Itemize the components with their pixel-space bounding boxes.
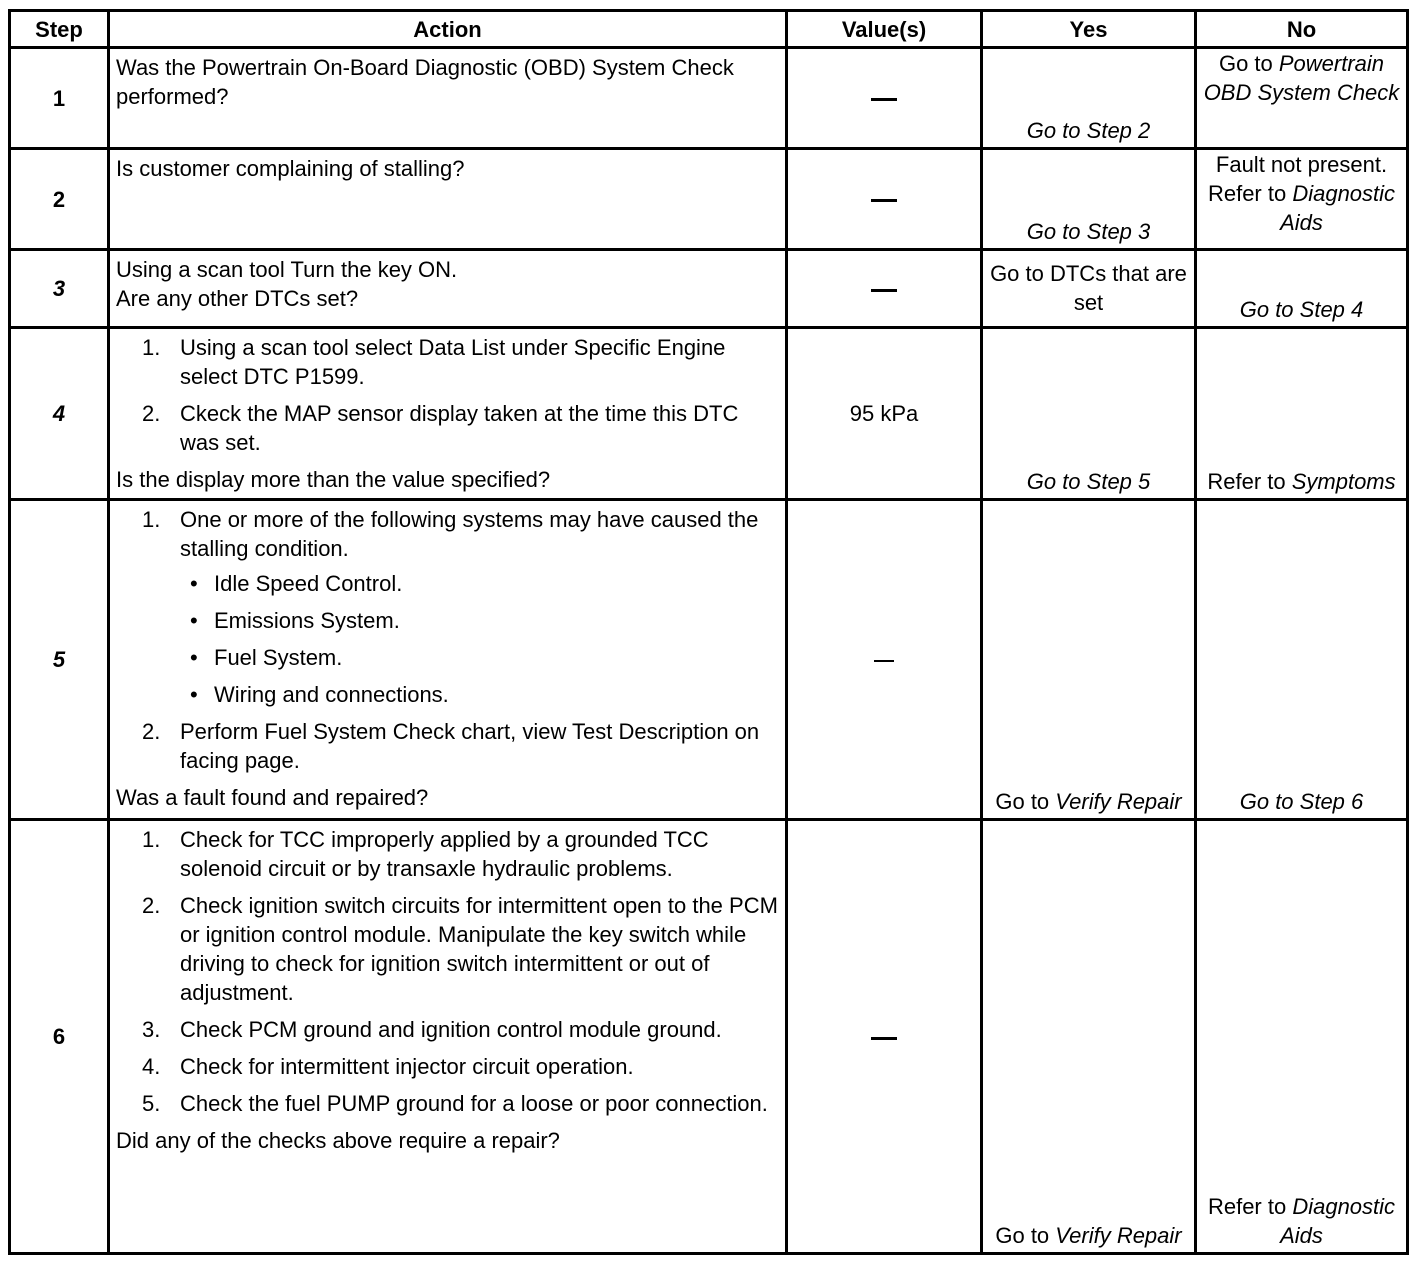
yes-text: Go to DTCs that are set bbox=[990, 260, 1187, 315]
action-text: Was the Powertrain On-Board Diagnostic (OBD) System Check performed? bbox=[116, 55, 734, 109]
no-text: Go to bbox=[1218, 51, 1279, 76]
list-item-text: Check ignition switch circuits for intermittent open to the PCM or ignition control module. Manipulate the key switch while driving to check for ignition switch intermittent or out of adjustment. bbox=[180, 893, 778, 1005]
diagnostic-table bbox=[8, 9, 1409, 1255]
no-cell bbox=[1196, 149, 1408, 250]
list-item-text: Perform Fuel System Check chart, view Test Description on facing page. bbox=[180, 719, 760, 773]
header-yes: Yes bbox=[982, 11, 1196, 48]
action-list bbox=[116, 825, 779, 1118]
list-number: 1. bbox=[142, 827, 161, 852]
action-question: Is the display more than the value specified? bbox=[116, 467, 551, 492]
value-cell bbox=[787, 820, 982, 1254]
value-text: 95 kPa bbox=[849, 401, 919, 426]
yes-link: Go to Step 2 bbox=[1026, 118, 1151, 143]
list-number: 1. bbox=[142, 507, 161, 532]
yes-link: Go to Step 3 bbox=[1026, 219, 1151, 244]
list-number: 4. bbox=[142, 1054, 161, 1079]
bullet-icon: • bbox=[190, 682, 198, 707]
action-question: Was a fault found and repaired? bbox=[116, 785, 429, 810]
dash-mark bbox=[871, 98, 897, 101]
bullet-item bbox=[116, 680, 779, 709]
list-item bbox=[116, 333, 779, 391]
bullet-text: Idle Speed Control. bbox=[214, 571, 403, 596]
list-number: 1. bbox=[142, 335, 161, 360]
header-no: No bbox=[1196, 11, 1408, 48]
dash-mark bbox=[871, 289, 897, 292]
step-number: 4 bbox=[10, 328, 109, 500]
list-item bbox=[116, 717, 779, 775]
no-cell bbox=[1196, 48, 1408, 149]
yes-link: Go to Step 5 bbox=[1026, 469, 1151, 494]
list-item bbox=[116, 825, 779, 883]
value-cell bbox=[787, 149, 982, 250]
no-link: Powertrain OBD System Check bbox=[1203, 51, 1400, 105]
action-cell bbox=[109, 250, 787, 328]
action-line: Using a scan tool Turn the key ON. bbox=[116, 257, 458, 282]
list-item-text: Using a scan tool select Data List under Specific Engine select DTC P1599. bbox=[180, 335, 726, 389]
list-number: 5. bbox=[142, 1091, 161, 1116]
list-item bbox=[116, 891, 779, 1007]
action-text: Is customer complaining of stalling? bbox=[116, 156, 465, 181]
action-cell bbox=[109, 149, 787, 250]
action-cell bbox=[109, 820, 787, 1254]
bullet-text: Fuel System. bbox=[214, 645, 343, 670]
action-list bbox=[116, 333, 779, 457]
no-text: Refer to bbox=[1207, 469, 1292, 494]
list-item-text: Ckeck the MAP sensor display taken at the time this DTC was set. bbox=[180, 401, 739, 455]
no-link: Go to Step 4 bbox=[1239, 297, 1364, 322]
list-item bbox=[116, 1052, 779, 1081]
no-text: Fault not present. Refer to bbox=[1207, 152, 1388, 206]
yes-cell bbox=[982, 250, 1196, 328]
no-cell bbox=[1196, 328, 1408, 500]
dash-mark bbox=[871, 1037, 897, 1040]
no-link: Diagnostic Aids bbox=[1280, 1194, 1396, 1248]
bullet-icon: • bbox=[190, 608, 198, 633]
action-list bbox=[116, 505, 779, 563]
table-row-step-5 bbox=[10, 500, 1408, 820]
list-item-text: Check the fuel PUMP ground for a loose or poor connection. bbox=[180, 1091, 768, 1116]
no-link: Diagnostic Aids bbox=[1280, 181, 1396, 235]
header-step: Step bbox=[10, 11, 109, 48]
step-number: 6 bbox=[10, 820, 109, 1254]
list-item bbox=[116, 1015, 779, 1044]
step-number: 3 bbox=[10, 250, 109, 328]
list-item-text: Check for intermittent injector circuit operation. bbox=[180, 1054, 634, 1079]
table-row-step-3 bbox=[10, 250, 1408, 328]
action-list bbox=[116, 717, 779, 775]
table-row-step-4 bbox=[10, 328, 1408, 500]
table-row-step-2 bbox=[10, 149, 1408, 250]
yes-link: Verify Repair bbox=[1055, 1223, 1182, 1248]
no-link: Go to Step 6 bbox=[1239, 789, 1364, 814]
list-number: 2. bbox=[142, 893, 161, 918]
value-cell bbox=[787, 328, 982, 500]
dash-mark bbox=[874, 660, 894, 662]
list-number: 2. bbox=[142, 719, 161, 744]
value-cell bbox=[787, 48, 982, 149]
bullet-icon: • bbox=[190, 571, 198, 596]
action-cell bbox=[109, 48, 787, 149]
list-item bbox=[116, 1089, 779, 1118]
bullet-item bbox=[116, 643, 779, 672]
table-row-step-6 bbox=[10, 820, 1408, 1254]
yes-cell bbox=[982, 500, 1196, 820]
step-number: 2 bbox=[10, 149, 109, 250]
dash-mark bbox=[871, 199, 897, 202]
yes-cell bbox=[982, 820, 1196, 1254]
list-item-text: Check PCM ground and ignition control module ground. bbox=[180, 1017, 722, 1042]
yes-link: Verify Repair bbox=[1055, 789, 1182, 814]
step-number: 5 bbox=[10, 500, 109, 820]
list-item bbox=[116, 505, 779, 563]
action-cell bbox=[109, 328, 787, 500]
list-item-text: One or more of the following systems may have caused the stalling condition. bbox=[180, 507, 759, 561]
step-number: 1 bbox=[10, 48, 109, 149]
yes-cell bbox=[982, 328, 1196, 500]
bullet-text: Emissions System. bbox=[214, 608, 400, 633]
no-text: Refer to bbox=[1207, 1194, 1293, 1219]
value-cell bbox=[787, 250, 982, 328]
list-item-text: Check for TCC improperly applied by a grounded TCC solenoid circuit or by transaxle hydraulic problems. bbox=[180, 827, 709, 881]
bullet-list bbox=[116, 569, 779, 709]
list-number: 2. bbox=[142, 401, 161, 426]
bullet-item bbox=[116, 606, 779, 635]
no-cell bbox=[1196, 250, 1408, 328]
header-action: Action bbox=[109, 11, 787, 48]
action-question: Did any of the checks above require a repair? bbox=[116, 1128, 560, 1153]
action-question: Are any other DTCs set? bbox=[116, 286, 359, 311]
bullet-item bbox=[116, 569, 779, 598]
yes-text: Go to bbox=[995, 1223, 1056, 1248]
no-link: Symptoms bbox=[1291, 469, 1396, 494]
bullet-text: Wiring and connections. bbox=[214, 682, 449, 707]
yes-cell bbox=[982, 149, 1196, 250]
bullet-icon: • bbox=[190, 645, 198, 670]
list-number: 3. bbox=[142, 1017, 161, 1042]
yes-text: Go to bbox=[995, 789, 1056, 814]
table-row-step-1 bbox=[10, 48, 1408, 149]
no-cell bbox=[1196, 820, 1408, 1254]
list-item bbox=[116, 399, 779, 457]
header-values: Value(s) bbox=[787, 11, 982, 48]
yes-cell bbox=[982, 48, 1196, 149]
value-cell bbox=[787, 500, 982, 820]
header-row bbox=[10, 11, 1408, 48]
action-cell bbox=[109, 500, 787, 820]
no-cell bbox=[1196, 500, 1408, 820]
